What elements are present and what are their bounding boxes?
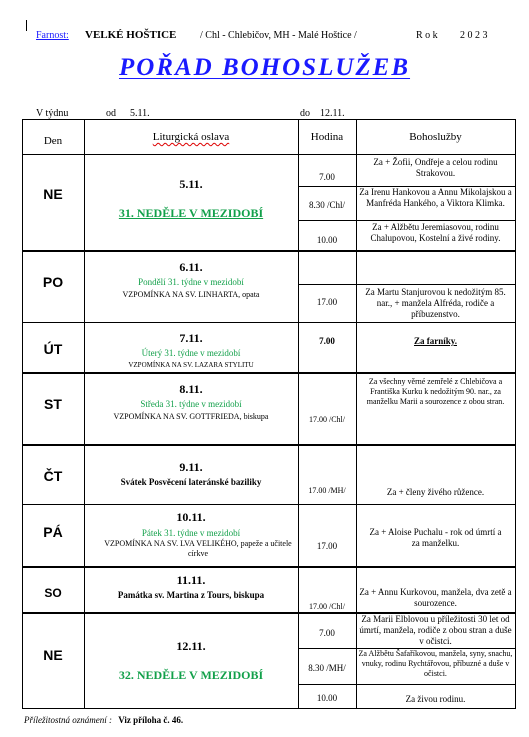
service-intention: Za + členy živého růžence. [386,487,485,497]
week-from-label: od [106,108,116,119]
service-hour: 10.00 [316,235,338,245]
celebration-title: Pátek 31. týdne v mezidobí [141,528,241,538]
header-services: Bohoslužby [409,131,462,143]
service-intention: Za + Annu Kurkovou, manžela, dva zetě a sourozence. [359,587,512,608]
day-date: 5.11. [179,177,203,191]
service-intention: Za Irenu Hankovou a Annu Mikolajskou a Manfréda Hankého, a Viktora Klimka. [359,187,512,208]
service-intention: Za Martu Stanjurovou k nedožitým 85. nar., + manžela Alfréda, rodiče a příbuzenstvo. [365,287,506,319]
day-date: 6.11. [179,260,203,274]
service-hour: 7.00 [319,172,335,182]
day-label: PO [42,274,64,290]
service-intention: Za farníky. [413,336,457,346]
service-intention: Za + Aloise Puchalu - rok od úmrtí a za manželku. [369,527,502,548]
celebration-subtitle: VZPOMÍNKA NA SV. LVA VELIKÉHO, papeže a učitele církve [104,539,292,558]
service-hour: 17.00 [316,541,338,551]
day-date: 10.11. [176,510,206,524]
day-label: ČT [43,468,63,484]
service-hour: 7.00 [319,336,335,346]
service-intention: Za Marii Elblovou u příležitosti 30 let od úmrtí, manžela, rodiče z obou stran a duše v očistci. [359,614,512,646]
service-intention: Za všechny věrné zemřelé z Chlebičova a Františka Kurku k nedožitým 90. nar., za manželku Marii a sourozence z obou stran. [366,377,505,406]
places-legend: / Chl - Chlebičov, MH - Malé Hoštice / [200,30,357,41]
service-hour: 7.00 [319,628,335,638]
service-intention: Za Alžbětu Šafaříkovou, manžela, syny, snachu, vnuky, rodinu Rychtářovou, příbuzné a duše v očistci. [358,649,513,678]
week-to: 12.11. [320,108,345,119]
day-label: NE [43,647,63,663]
service-intention: Za živou rodinu. [405,694,466,704]
year-label: R o k [416,30,438,41]
farnost-name: VELKÉ HOŠTICE [85,29,177,41]
celebration-title: Památka sv. Martina z Tours, biskupa [117,590,265,600]
day-date: 7.11. [179,331,203,345]
celebration-title: 32. NEDĚLE V MEZIDOBÍ [118,668,264,682]
service-intention: Za + Alžbětu Jeremiasovou, rodinu Chalupovou, Kostelní a živé rodiny. [370,222,501,243]
service-intention: Za + Žofii, Ondřeje a celou rodinu Strakovou. [373,157,498,178]
celebration-subtitle: VZPOMÍNKA NA SV. GOTTFRIEDA, biskupa [113,412,269,421]
header-hour: Hodina [310,131,344,143]
header-day: Den [43,135,63,147]
service-hour: 17.00 /Chl/ [308,602,345,611]
footer-text: Viz příloha č. 46. [118,715,184,725]
week-from: 5.11. [130,108,150,119]
week-to-label: do [300,108,310,119]
header-celebration: Liturgická oslava [152,131,230,143]
celebration-subtitle: VZPOMÍNKA NA SV. LAZARA STYLITU [128,361,254,369]
footer-label: Příležitostná oznámení : [24,715,112,725]
service-hour: 17.00 /Chl/ [308,415,345,424]
day-label: SO [44,586,62,600]
day-label: PÁ [43,524,63,540]
celebration-title: Úterý 31. týdne v mezidobí [141,348,241,358]
day-date: 9.11. [179,460,203,474]
page-title: POŘAD BOHOSLUŽEB [118,54,411,81]
day-label: ST [44,396,62,412]
celebration-subtitle: VZPOMÍNKA NA SV. LINHARTA, opata [122,290,260,299]
celebration-title: 31. NEDĚLE V MEZIDOBÍ [118,206,264,220]
service-hour: 17.00 [316,297,338,307]
celebration-title: Středa 31. týdne v mezidobí [140,399,242,409]
service-hour: 8.30 /Chl/ [308,200,345,210]
service-hour: 8.30 /MH/ [308,663,346,673]
year: 2 0 2 3 [460,30,488,41]
day-date: 8.11. [179,382,203,396]
week-label: V týdnu [36,108,69,119]
celebration-title: Pondělí 31. týdne v mezidobí [138,277,244,287]
farnost-label: Farnost: [36,30,69,41]
text-cursor [26,20,27,31]
service-hour: 17.00 /MH/ [308,486,346,495]
day-date: 11.11. [176,573,206,587]
footer-note [24,715,183,725]
celebration-title: Svátek Posvěcení lateránské baziliky [120,477,262,487]
day-date: 12.11. [176,639,206,653]
day-label: NE [43,186,63,202]
service-hour: 10.00 [316,693,338,703]
day-label: ÚT [43,341,63,357]
